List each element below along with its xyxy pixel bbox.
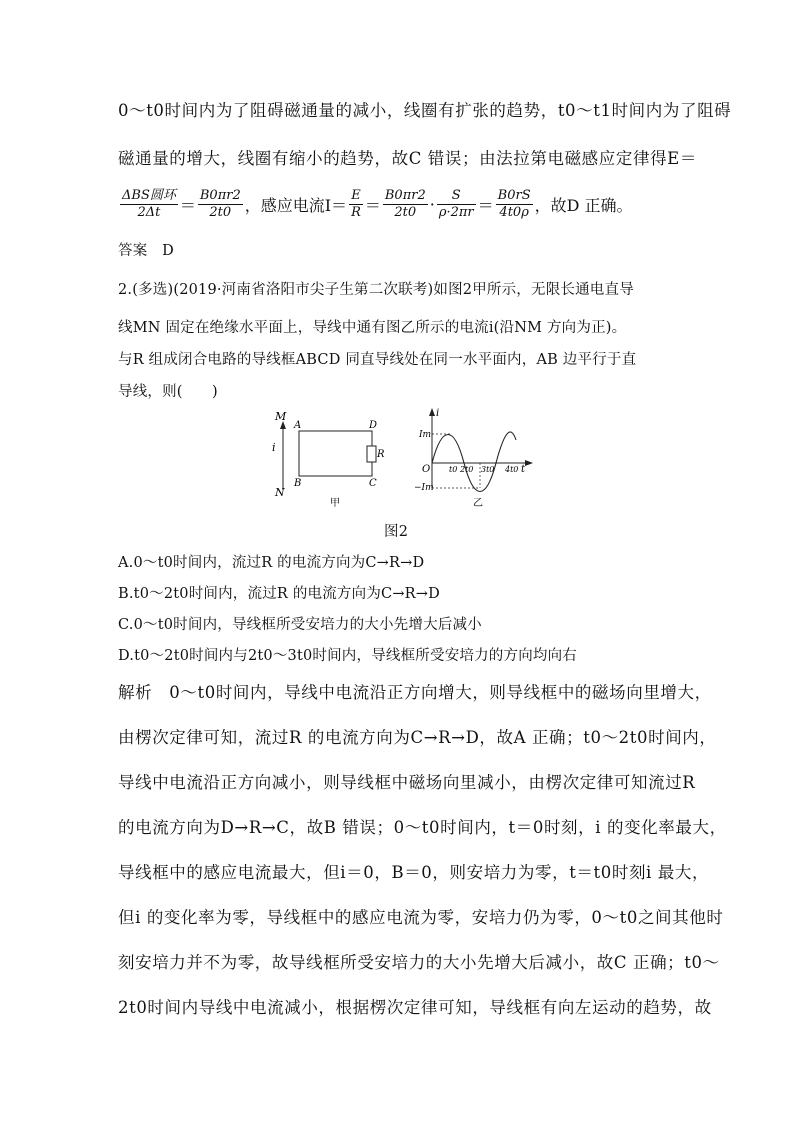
- label-Im: Im: [419, 430, 432, 440]
- fraction-6: [496, 188, 533, 221]
- label-neg-Im: −Im: [414, 483, 434, 493]
- analysis-line7: 刻安培力并不为零，故导线框所受安培力的大小先增大后减小，故C 正确；t0～: [118, 953, 720, 972]
- label-A: A: [294, 420, 302, 431]
- option-c: C.0～t0时间内，导线框所受安培力的大小先增大后减小: [118, 617, 482, 633]
- analysis-line5: 导线框中的感应电流最大，但i＝0，B＝0，则安培力为零，t＝t0时刻i 最大，: [118, 863, 710, 882]
- option-b: B.t0～2t0时间内，流过R 的电流方向为C→R→D: [118, 586, 440, 602]
- frac2-den: 2t0: [209, 205, 232, 220]
- frac3-den: R: [351, 205, 361, 220]
- analysis-line1: 解析 0～t0时间内，导线中电流沿正方向增大，则导线框中的磁场向里增大，: [118, 683, 712, 702]
- label-B: B: [294, 478, 302, 489]
- label-i-right: i: [436, 408, 440, 419]
- frac4-num: B0πr2: [384, 188, 426, 203]
- para1-line1: 0～t0时间内为了阻碍磁通量的减小，线圈有扩张的趋势，t0～t1时间内为了阻碍: [118, 101, 732, 120]
- label-D: D: [369, 420, 378, 431]
- analysis-line4: 的电流方向为D→R→C，故B 错误；0～t0时间内，t＝0时刻，i 的变化率最大，: [118, 818, 727, 837]
- label-t-axis: t: [521, 464, 526, 475]
- label-t0: t0: [449, 465, 458, 474]
- question-line4: 导线，则( ): [118, 384, 218, 400]
- label-O: O: [422, 464, 431, 475]
- formula-line: [118, 188, 633, 221]
- fraction-emf: [120, 188, 178, 221]
- eq3: ＝: [477, 196, 494, 215]
- formula-tail: ，故D 正确。: [534, 196, 633, 215]
- label-4t0: 4t0: [505, 465, 519, 474]
- figure-yi: [414, 408, 538, 513]
- label-jia: 甲: [330, 498, 340, 509]
- eq1: ＝: [179, 196, 196, 215]
- frac6-num: B0rS: [497, 188, 531, 203]
- resistor-icon: [367, 446, 376, 462]
- frac1-den: 2Δt: [137, 205, 161, 220]
- question-line2: 线MN 固定在绝缘水平面上，导线中通有图乙所示的电流i(沿NM 方向为正)。: [118, 320, 627, 336]
- analysis-line6: 但i 的变化率为零，导线框中的感应电流为零，安培力仍为零，0～t0之间其他时: [118, 908, 724, 927]
- question-line3: 与R 组成闭合电路的导线框ABCD 同直导线处在同一水平面内，AB 边平行于直: [118, 352, 637, 368]
- frac4-den: 2t0: [394, 205, 417, 220]
- eq2: ＝: [364, 196, 381, 215]
- frac1-num: ΔBS圆环: [122, 188, 176, 203]
- figure-caption: 图2: [384, 524, 409, 540]
- option-d: D.t0～2t0时间内与2t0～3t0时间内，导线框所受安培力的方向均向右: [118, 648, 578, 664]
- fraction-2: [198, 188, 243, 221]
- frac5-den: ρ·2πr: [438, 205, 474, 220]
- fraction-5: [437, 188, 476, 221]
- analysis-line8: 2t0时间内导线中电流减小，根据楞次定律可知，导线框有向左运动的趋势，故: [118, 998, 712, 1017]
- label-N: N: [275, 486, 285, 499]
- label-M: M: [275, 410, 287, 423]
- figure-jia: [266, 408, 386, 513]
- fraction-4: [383, 188, 428, 221]
- analysis-line3: 导线中电流沿正方向减小，则导线框中磁场向里减小，由楞次定律可知流过R: [118, 773, 696, 792]
- option-a: A.0～t0时间内，流过R 的电流方向为C→R→D: [118, 555, 425, 571]
- analysis-line2: 由楞次定律可知，流过R 的电流方向为C→R→D，故A 正确；t0～2t0时间内，: [118, 728, 717, 747]
- fraction-3: [349, 188, 363, 221]
- label-3t0: 3t0: [481, 465, 495, 474]
- formula-mid-text: ，感应电流I＝: [244, 196, 348, 215]
- frac3-num: E: [349, 188, 363, 205]
- label-C: C: [369, 478, 377, 489]
- frac2-num: B0πr2: [199, 188, 241, 203]
- label-2t0: 2t0: [460, 465, 474, 474]
- label-yi: 乙: [473, 498, 483, 509]
- frac6-den: 4t0ρ: [499, 205, 529, 220]
- question-line1: 2.(多选)(2019·河南省洛阳市尖子生第二次联考)如图2甲所示，无限长通电直导: [118, 282, 634, 298]
- dot: ·: [429, 195, 435, 214]
- label-R: R: [377, 449, 385, 460]
- label-i-left: i: [272, 441, 276, 454]
- frac5-num: S: [437, 188, 476, 205]
- answer-label: 答案 D: [118, 243, 174, 259]
- para1-line2: 磁通量的增大，线圈有缩小的趋势，故C 错误；由法拉第电磁感应定律得E＝: [118, 149, 697, 168]
